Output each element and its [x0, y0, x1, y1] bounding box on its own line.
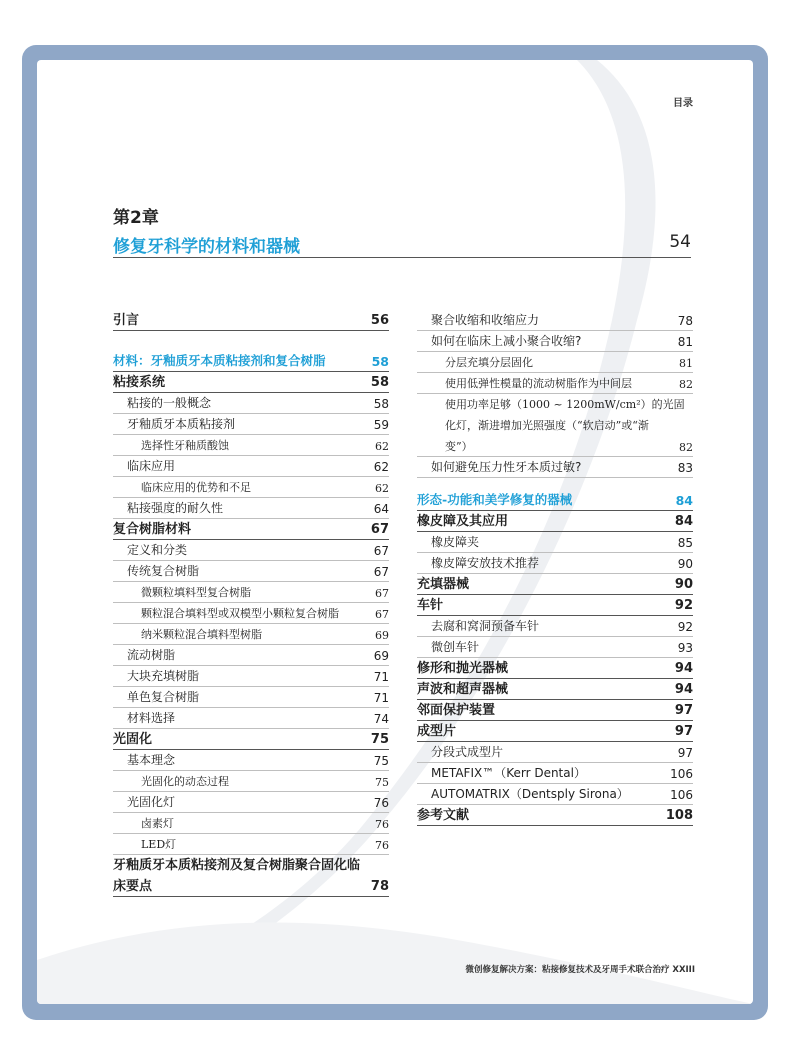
toc-entry[interactable]: 成型片 97 [417, 721, 693, 742]
toc-entry[interactable]: 邻面保护装置 97 [417, 700, 693, 721]
running-footer: 微创修复解决方案：粘接修复技术及牙周手术联合治疗 XXIII [465, 965, 695, 975]
chapter-page: 54 [669, 232, 691, 252]
chapter-number: 第2章 [113, 208, 159, 228]
toc-entry[interactable]: 变”） 82 [417, 436, 693, 457]
toc-entry[interactable]: 光固化灯 76 [113, 792, 389, 813]
toc-entry[interactable]: 单色复合树脂 71 [113, 687, 389, 708]
toc-entry-line1[interactable]: 牙釉质牙本质粘接剂及复合树脂聚合固化临 [113, 858, 361, 873]
toc-entry[interactable]: 光固化 75 [113, 729, 389, 750]
toc-entry[interactable]: 卤素灯 76 [113, 813, 389, 834]
toc-entry[interactable]: 引言 56 [113, 310, 389, 331]
toc-entry[interactable]: 充填器械 90 [417, 574, 693, 595]
toc-entry[interactable]: 使用低弹性模量的流动树脂作为中间层 82 [417, 373, 693, 394]
toc-right-column [417, 310, 693, 826]
toc-entry[interactable]: AUTOMATRIX（Dentsply Sirona） 106 [417, 784, 693, 805]
toc-entry[interactable]: 粘接系统 58 [113, 372, 389, 393]
toc-entry[interactable]: 粘接的一般概念 58 [113, 393, 389, 414]
toc-entry-line2[interactable]: 化灯，渐进增加光照强度（“软启动”或“渐 [445, 419, 649, 432]
toc-entry[interactable]: 聚合收缩和收缩应力 78 [417, 310, 693, 331]
toc-entry[interactable]: 去腐和窝洞预备车针 92 [417, 616, 693, 637]
toc-entry[interactable]: 声波和超声器械 94 [417, 679, 693, 700]
toc-entry[interactable]: 选择性牙釉质酸蚀 62 [113, 435, 389, 456]
toc-section[interactable]: 形态-功能和美学修复的器械 84 [417, 490, 693, 511]
toc-entry[interactable]: 大块充填树脂 71 [113, 666, 389, 687]
toc-section[interactable]: 材料：牙釉质牙本质粘接剂和复合树脂 58 [113, 351, 389, 372]
toc-entry[interactable]: 橡皮障夹 85 [417, 532, 693, 553]
toc-entry[interactable]: 材料选择 74 [113, 708, 389, 729]
toc-entry[interactable]: 定义和分类 67 [113, 540, 389, 561]
toc-entry[interactable]: 如何在临床上减小聚合收缩? 81 [417, 331, 693, 352]
toc-entry[interactable]: 车针 92 [417, 595, 693, 616]
toc-entry[interactable]: 牙釉质牙本质粘接剂 59 [113, 414, 389, 435]
page-sheet [37, 60, 753, 1004]
toc-entry[interactable]: 如何避免压力性牙本质过敏? 83 [417, 457, 693, 478]
toc-entry[interactable]: 床要点 78 [113, 876, 389, 897]
toc-entry[interactable]: 复合树脂材料 67 [113, 519, 389, 540]
toc-entry[interactable]: 流动树脂 69 [113, 645, 389, 666]
toc-entry[interactable]: 分层充填分层固化 81 [417, 352, 693, 373]
toc-entry[interactable]: 纳米颗粒混合填料型树脂 69 [113, 624, 389, 645]
chapter-rule [113, 257, 691, 258]
toc-entry[interactable]: LED灯 76 [113, 834, 389, 855]
chapter-title: 修复牙科学的材料和器械 [113, 237, 300, 257]
toc-entry[interactable]: 橡皮障安放技术推荐 90 [417, 553, 693, 574]
toc-entry[interactable]: 微创车针 93 [417, 637, 693, 658]
toc-entry[interactable]: 临床应用 62 [113, 456, 389, 477]
toc-entry[interactable]: 光固化的动态过程 75 [113, 771, 389, 792]
toc-entry[interactable]: 粘接强度的耐久性 64 [113, 498, 389, 519]
toc-entry[interactable]: 分段式成型片 97 [417, 742, 693, 763]
toc-entry-line1[interactable]: 使用功率足够（1000 ~ 1200mW/cm²）的光固 [445, 398, 685, 411]
toc-entry[interactable]: 基本理念 75 [113, 750, 389, 771]
toc-entry[interactable]: 临床应用的优势和不足 62 [113, 477, 389, 498]
running-header: 目录 [673, 98, 693, 109]
toc-left-column [113, 310, 389, 897]
toc-entry[interactable]: 参考文献 108 [417, 805, 693, 826]
toc-entry[interactable]: 修形和抛光器械 94 [417, 658, 693, 679]
toc-entry[interactable]: 传统复合树脂 67 [113, 561, 389, 582]
toc-entry[interactable]: 微颗粒填料型复合树脂 67 [113, 582, 389, 603]
toc-entry[interactable]: 颗粒混合填料型或双模型小颗粒复合树脂 67 [113, 603, 389, 624]
toc-entry[interactable]: METAFIX™（Kerr Dental） 106 [417, 763, 693, 784]
toc-entry[interactable]: 橡皮障及其应用 84 [417, 511, 693, 532]
